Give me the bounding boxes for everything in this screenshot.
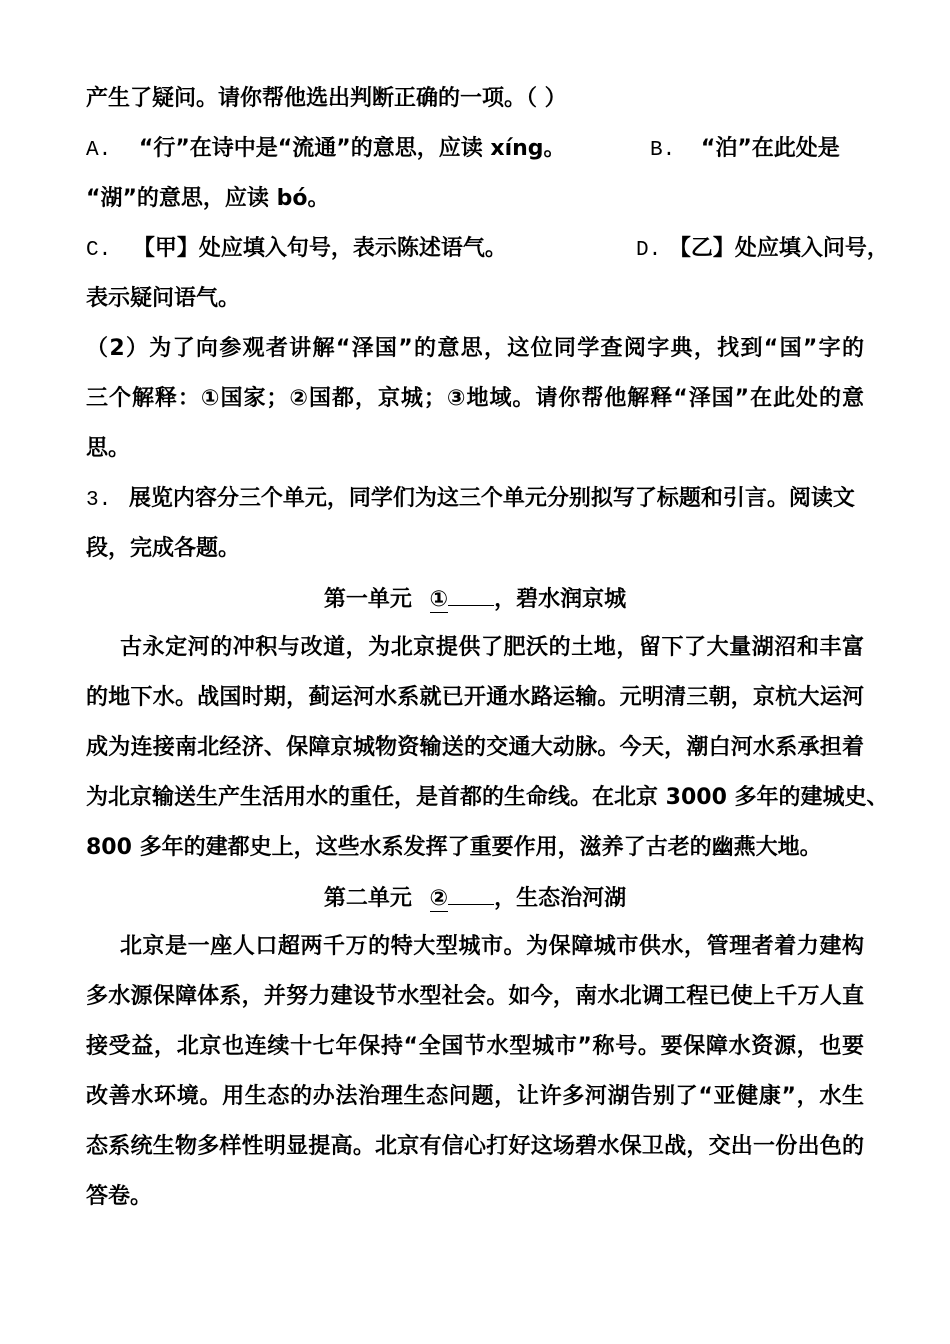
option-a [86,134,566,166]
question-3-number: 3. [86,489,112,512]
unit-1-title [0,583,950,615]
question-stem-line: 产生了疑问。请你帮他选出判断正确的一项。（ ） [86,86,567,111]
unit-2-paragraph-line-6: 答卷。 [86,1184,153,1209]
unit-2-blank-mark: ② [429,886,449,911]
option-d-text: 【乙】处应填入问号， [668,236,889,261]
option-b-text: “泊”在此处是 [700,136,840,161]
option-d-label: D. [636,239,662,262]
unit-1-title-prefix: 第一单元 [323,587,412,612]
option-b-continuation: “湖”的意思，应读 bó。 [86,186,330,211]
unit-1-title-suffix: ，碧水润京城 [494,587,627,612]
unit-2-title-prefix: 第二单元 [323,886,412,911]
unit-1-blank-mark: ① [429,587,449,612]
question-3-line-1 [86,484,855,516]
option-c-text: 【甲】处应填入句号，表示陈述语气。 [132,236,507,261]
unit-2-title [0,882,950,914]
unit-2-paragraph-line-2: 多水源保障体系，并努力建设节水型社会。如今，南水北调工程已使上千万人直 [86,984,864,1009]
option-c-label: C. [86,239,112,262]
option-b [650,134,840,166]
unit-1-paragraph-line-3: 成为连接南北经济、保障京城物资输送的交通大动脉。今天，潮白河水系承担着 [86,735,864,760]
unit-1-blank-line [448,583,494,606]
unit-2-paragraph-line-5: 态系统生物多样性明显提高。北京有信心打好这场碧水保卫战，交出一份出色的 [86,1134,864,1159]
unit-2-paragraph-line-1: 北京是一座人口超两千万的特大型城市。为保障城市供水，管理者着力建构 [120,934,864,959]
question-2-line-2: 三个解释：①国家；②国都，京城；③地域。请你帮他解释“泽国”在此处的意 [86,386,864,411]
unit-2-title-suffix: ，生态治河湖 [494,886,627,911]
option-a-label: A. [86,139,112,162]
unit-1-paragraph-line-5: 800 多年的建都史上，这些水系发挥了重要作用，滋养了古老的幽燕大地。 [86,835,822,860]
unit-1-paragraph-line-1: 古永定河的冲积与改道，为北京提供了肥沃的土地，留下了大量湖沼和丰富 [120,635,864,660]
option-c [86,234,507,266]
option-a-text: “行”在诗中是“流通”的意思，应读 xíng。 [138,136,566,161]
unit-2-paragraph-line-4: 改善水环境。用生态的办法治理生态问题，让许多河湖告别了“亚健康”，水生 [86,1084,864,1109]
unit-2-blank-line [448,882,494,905]
unit-1-paragraph-line-4: 为北京输送生产生活用水的重任，是首都的生命线。在北京 3000 多年的建城史、 [86,785,889,810]
unit-1-paragraph-line-2: 的地下水。战国时期，蓟运河水系就已开通水路运输。元明清三朝，京杭大运河 [86,685,864,710]
question-2-line-1: （2）为了向参观者讲解“泽国”的意思，这位同学查阅字典，找到“国”字的 [86,336,864,361]
option-d [636,234,889,266]
question-3-text: 展览内容分三个单元，同学们为这三个单元分别拟写了标题和引言。阅读文 [128,486,855,511]
question-3-line-2: 段，完成各题。 [86,536,241,561]
option-b-label: B. [650,139,676,162]
unit-2-paragraph-line-3: 接受益，北京也连续十七年保持“全国节水型城市”称号。要保障水资源，也要 [86,1034,864,1059]
option-d-continuation: 表示疑问语气。 [86,286,241,311]
question-2-line-3: 思。 [86,436,131,461]
